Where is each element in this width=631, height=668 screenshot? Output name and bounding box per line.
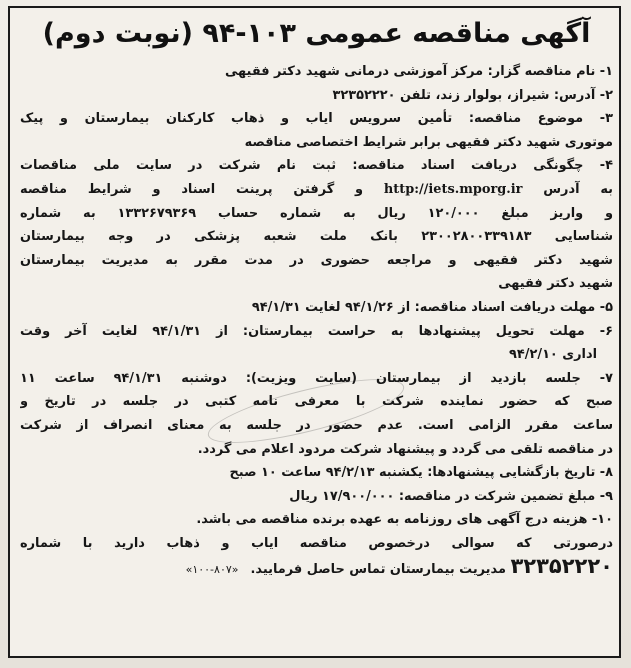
item-1-tenderer: ۱- نام مناقصه گزار: مرکز آموزشی درمانی شهید دکتر فقیهی	[225, 64, 613, 79]
item-9-guarantee: ۹- مبلغ تضمین شرکت در مناقصه: ۱۷/۹۰۰/۰۰۰ ریال	[289, 488, 613, 504]
item-5-deadline-docs: ۵- مهلت دریافت اسناد مناقصه: از ۹۴/۱/۲۶ لغایت ۹۴/۱/۳۱	[251, 299, 613, 315]
ad-body	[20, 60, 613, 582]
ad-title: آگهی مناقصه عمومی ۱۰۳-۹۴ (نوبت دوم)	[42, 18, 591, 49]
item-7-site-visit: ۷- جلسه بازدید از بیمارستان (سایت ویزیت): دوشنبه ۹۴/۱/۳۱ ساعت ۱۱	[20, 370, 613, 386]
contact-line: درصورتی که سوالی درخصوص مناقصه ایاب و ذهاب دارید با شماره	[20, 535, 613, 551]
item-4-bank: شناسایی ۲۳۰۰۲۸۰۰۳۳۹۱۸۳ بانک ملت شعبه پزشکی در وجه بیمارستان	[20, 229, 613, 245]
item-3-subject-cont: موتوری شهید دکتر فقیهی برابر شرایط اختصاصی مناقصه	[244, 134, 613, 150]
item-7-mandatory: ساعت مقرر الزامی است. عدم حضور در جلسه به معنای انصراف از شرکت	[20, 417, 613, 433]
contact-final	[20, 555, 613, 582]
item-4-payment: و واریز مبلغ ۱۲۰/۰۰۰ ریال به شماره حساب ۱۳۳۲۶۷۹۳۶۹ به شماره	[20, 205, 613, 221]
item-6-deadline-end: اداری ۹۴/۲/۱۰	[509, 347, 597, 363]
item-7-rejection: در مناقصه تلقی می گردد و پیشنهاد شرکت مردود اعلام می گردد.	[197, 441, 613, 457]
phone-number: ۳۲۳۵۲۲۲۰	[510, 555, 613, 579]
tender-ad-box	[8, 6, 621, 658]
address-suffix: و گرفتن پرینت اسناد و شرایط مناقصه	[20, 181, 364, 197]
item-8-opening: ۸- تاریخ بازگشایی پیشنهادها: یکشنبه ۹۴/۲/۱۳ ساعت ۱۰ صبح	[229, 465, 613, 481]
contact-text: مدیریت بیمارستان تماس حاصل فرمایید.	[250, 562, 506, 578]
item-7-attendance: صبح که حضور نماینده شرکت با معرفی نامه کتبی در جلسه در تاریخ و	[20, 394, 613, 410]
item-4-visit: شهید دکتر فقیهی و مراجعه حضوری در مدت مقرر به مدیریت بیمارستان	[20, 252, 613, 268]
address-prefix: به آدرس	[543, 181, 613, 197]
ad-reference-code: «۸۰۷-۱۰۰»	[185, 563, 239, 577]
item-6-deadline-bids: ۶- مهلت تحویل پیشنهادها به حراست بیمارستان: از ۹۴/۱/۳۱ لغایت آخر وقت	[20, 323, 613, 339]
item-4-address-line	[20, 178, 613, 202]
item-3-subject: ۳- موضوع مناقصه: تأمین سرویس ایاب و ذهاب کارکنان بیمارستان و پیک	[20, 111, 613, 127]
item-10-ad-cost: ۱۰- هزینه درج آگهی های روزنامه به عهده برنده مناقصه می باشد.	[196, 512, 613, 528]
item-2-address: ۲- آدرس: شیراز، بولوار زند، تلفن ۳۲۳۵۲۲۲۰	[332, 87, 613, 103]
tender-site-link[interactable]: http://iets.mporg.ir	[383, 181, 523, 197]
item-4-documents: ۴- چگونگی دریافت اسناد مناقصه: ثبت نام شرکت در سایت ملی مناقصات	[20, 158, 613, 174]
item-4-end: شهید دکتر فقیهی	[498, 276, 613, 292]
